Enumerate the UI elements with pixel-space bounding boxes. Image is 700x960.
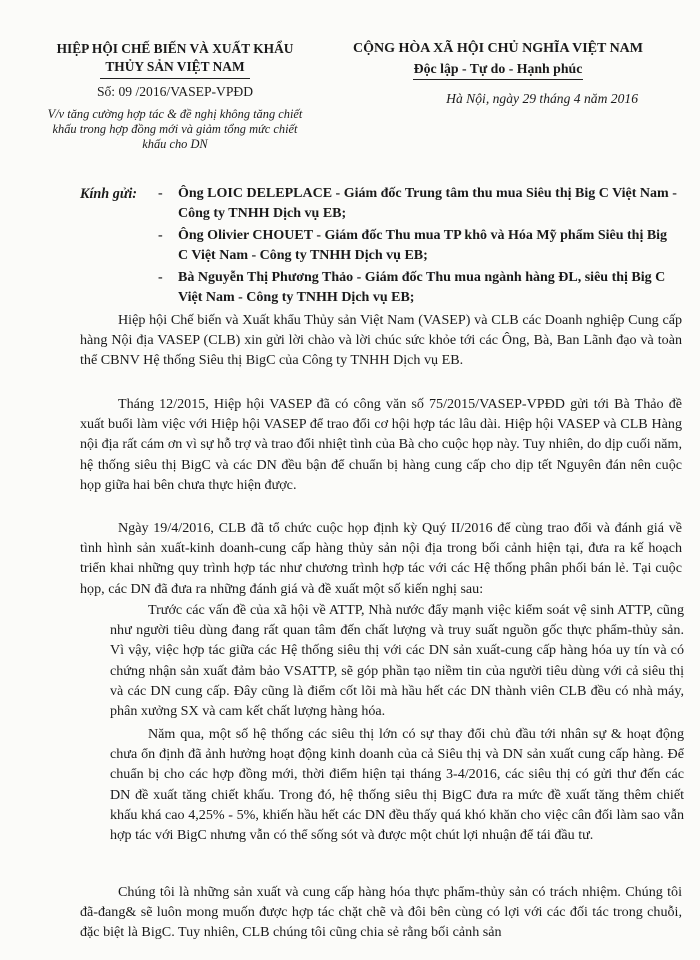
- body-paragraph-discount: Năm qua, một số hệ thống các siêu thị lớn có sự thay đổi chủ đầu tới nhân sự & hoạt động chưa ổn định đã ảnh hưởng hoạt động kinh doanh của cả Siêu thị và DN sản xuất cung cấp hàng. Để chuẩn bị cho các hợp đồng mới, thời điểm hiện tại tháng 3-4/2016, các siêu thị có gửi thư đến các DN đề xuất tăng chiết khấu. Trong đó, hệ thống siêu thị BigC đưa ra mức đề xuất tăng thêm chiết khấu khá cao 4,25% - 5%, khiến hầu hết các DN đều thấy quá khó khăn cho việc cân đối làm sao vẫn hợp tác với BigC nhưng vẫn có thể sống sót và được một chút lợi nhuận để tái đầu tư.: [110, 726, 684, 844]
- issuer-block: [40, 40, 310, 152]
- recipient-text: Ông Olivier CHOUET - Giám đốc Thu mua TP khô và Hóa Mỹ phẩm Siêu thị Big C Việt Nam - Công ty TNHH Dịch vụ EB;: [178, 228, 668, 263]
- motto-underline: [413, 79, 583, 80]
- recipient-item: [158, 268, 678, 308]
- national-title: CỘNG HÒA XÃ HỘI CHỦ NGHĨA VIỆT NAM: [352, 41, 643, 56]
- issuer-name-line2: THỦY SẢN VIỆT NAM: [105, 59, 245, 74]
- list-dash: -: [158, 228, 163, 243]
- document-date: Hà Nội, ngày 29 tháng 4 năm 2016: [446, 91, 638, 106]
- body-paragraph-commitment: Chúng tôi là những sản xuất và cung cấp hàng hóa thực phẩm-thủy sản có trách nhiệm. Chúng tôi đã-đang& sẽ luôn mong muốn được hợp tác chặt chẽ và đôi bên cùng có lợi với các đối tác trong chuỗi, đặc biệt là BigC. Tuy nhiên, CLB chúng tôi cũng chia sẻ rằng bối cảnh sản: [80, 884, 682, 941]
- national-motto: Độc lập - Tự do - Hạnh phúc: [413, 61, 583, 76]
- list-dash: -: [158, 186, 163, 201]
- recipient-text: Bà Nguyễn Thị Phương Thảo - Giám đốc Thu mua ngành hàng ĐL, siêu thị Big C Việt Nam - Công ty TNHH Dịch vụ EB;: [178, 270, 666, 305]
- recipient-item: [158, 226, 678, 266]
- list-dash: -: [158, 270, 163, 285]
- body-paragraph-food-safety: Trước các vấn đề của xã hội về ATTP, Nhà nước đẩy mạnh việc kiểm soát vệ sinh ATTP, cũng như người tiêu dùng đang rất quan tâm đến chất lượng và truy suất nguồn gốc thực phẩm-thủy sản. Vì vậy, việc hợp tác giữa các Hệ thống siêu thị với các DN sản xuất-cung cấp hàng hóa uy tín và có chứng nhận sản xuất đảm bảo VSATTP, sẽ góp phần tạo niềm tin của người tiêu dùng với cả siêu thị và các DN cung cấp. Đây cũng là điểm cốt lõi mà hầu hết các DN thành viên CLB đều có nhà máy, phân xưởng SX và cam kết chất lượng hàng hóa.: [110, 602, 684, 720]
- recipient-item: [158, 184, 678, 224]
- body-paragraph-greeting: Hiệp hội Chế biến và Xuất khẩu Thủy sản Việt Nam (VASEP) và CLB các Doanh nghiệp Cung cấp hàng Nội địa VASEP (CLB) xin gửi lời chào và lời chúc sức khỏe tới các Ông, Bà, Ban Lãnh đạo và toàn thể CBNV Hệ thống Siêu thị BigC của Công ty TNHH Dịch vụ EB.: [80, 312, 682, 369]
- issuer-underline: [100, 78, 250, 79]
- recipients-label: Kính gửi:: [80, 186, 137, 202]
- body-paragraph-meeting: Ngày 19/4/2016, CLB đã tổ chức cuộc họp định kỳ Quý II/2016 để cùng trao đổi và đánh giá về tình hình sản xuất-kinh doanh-cung cấp hàng thủy sản nội địa trong bối cảnh hiện tại, đưa ra kế hoạch triển khai những quy trình hợp tác như chương trình hợp tác với các Hệ thống phân phối bán lẻ. Tại cuộc họp, các DN đã đưa ra những đánh giá và đề xuất một số kiến nghị sau:: [80, 520, 682, 597]
- document-subject: V/v tăng cường hợp tác & đề nghị không tăng chiết khấu trong hợp đồng mới và giảm tổng mức chiết khấu cho DN: [47, 107, 303, 151]
- recipient-text: Ông LOIC DELEPLACE - Giám đốc Trung tâm thu mua Siêu thị Big C Việt Nam - Công ty TNHH Dịch vụ EB;: [178, 186, 677, 221]
- document-number: Số: 09 /2016/VASEP-VPĐD: [96, 84, 254, 99]
- issuer-name-line1: HIỆP HỘI CHẾ BIẾN VÀ XUẤT KHẨU: [56, 41, 294, 56]
- body-paragraph-background: Tháng 12/2015, Hiệp hội VASEP đã có công văn số 75/2015/VASEP-VPĐD gửi tới Bà Thảo đề xuất buổi làm việc với Hiệp hội VASEP để trao đổi cơ hội hợp tác lâu dài. Hiệp hội VASEP và CLB Hàng nội địa rất cám ơn vì sự hỗ trợ và trao đổi nhiệt tình của Bà cho cuộc họp này. Tuy nhiên, do dịp cuối năm, hệ thống siêu thị BigC và các DN đều bận để chuẩn bị hàng cung cấp cho dịp tết Nguyên đán nên cuộc họp giữa hai bên chưa thực hiện được.: [80, 396, 682, 493]
- national-header-block: [318, 40, 678, 108]
